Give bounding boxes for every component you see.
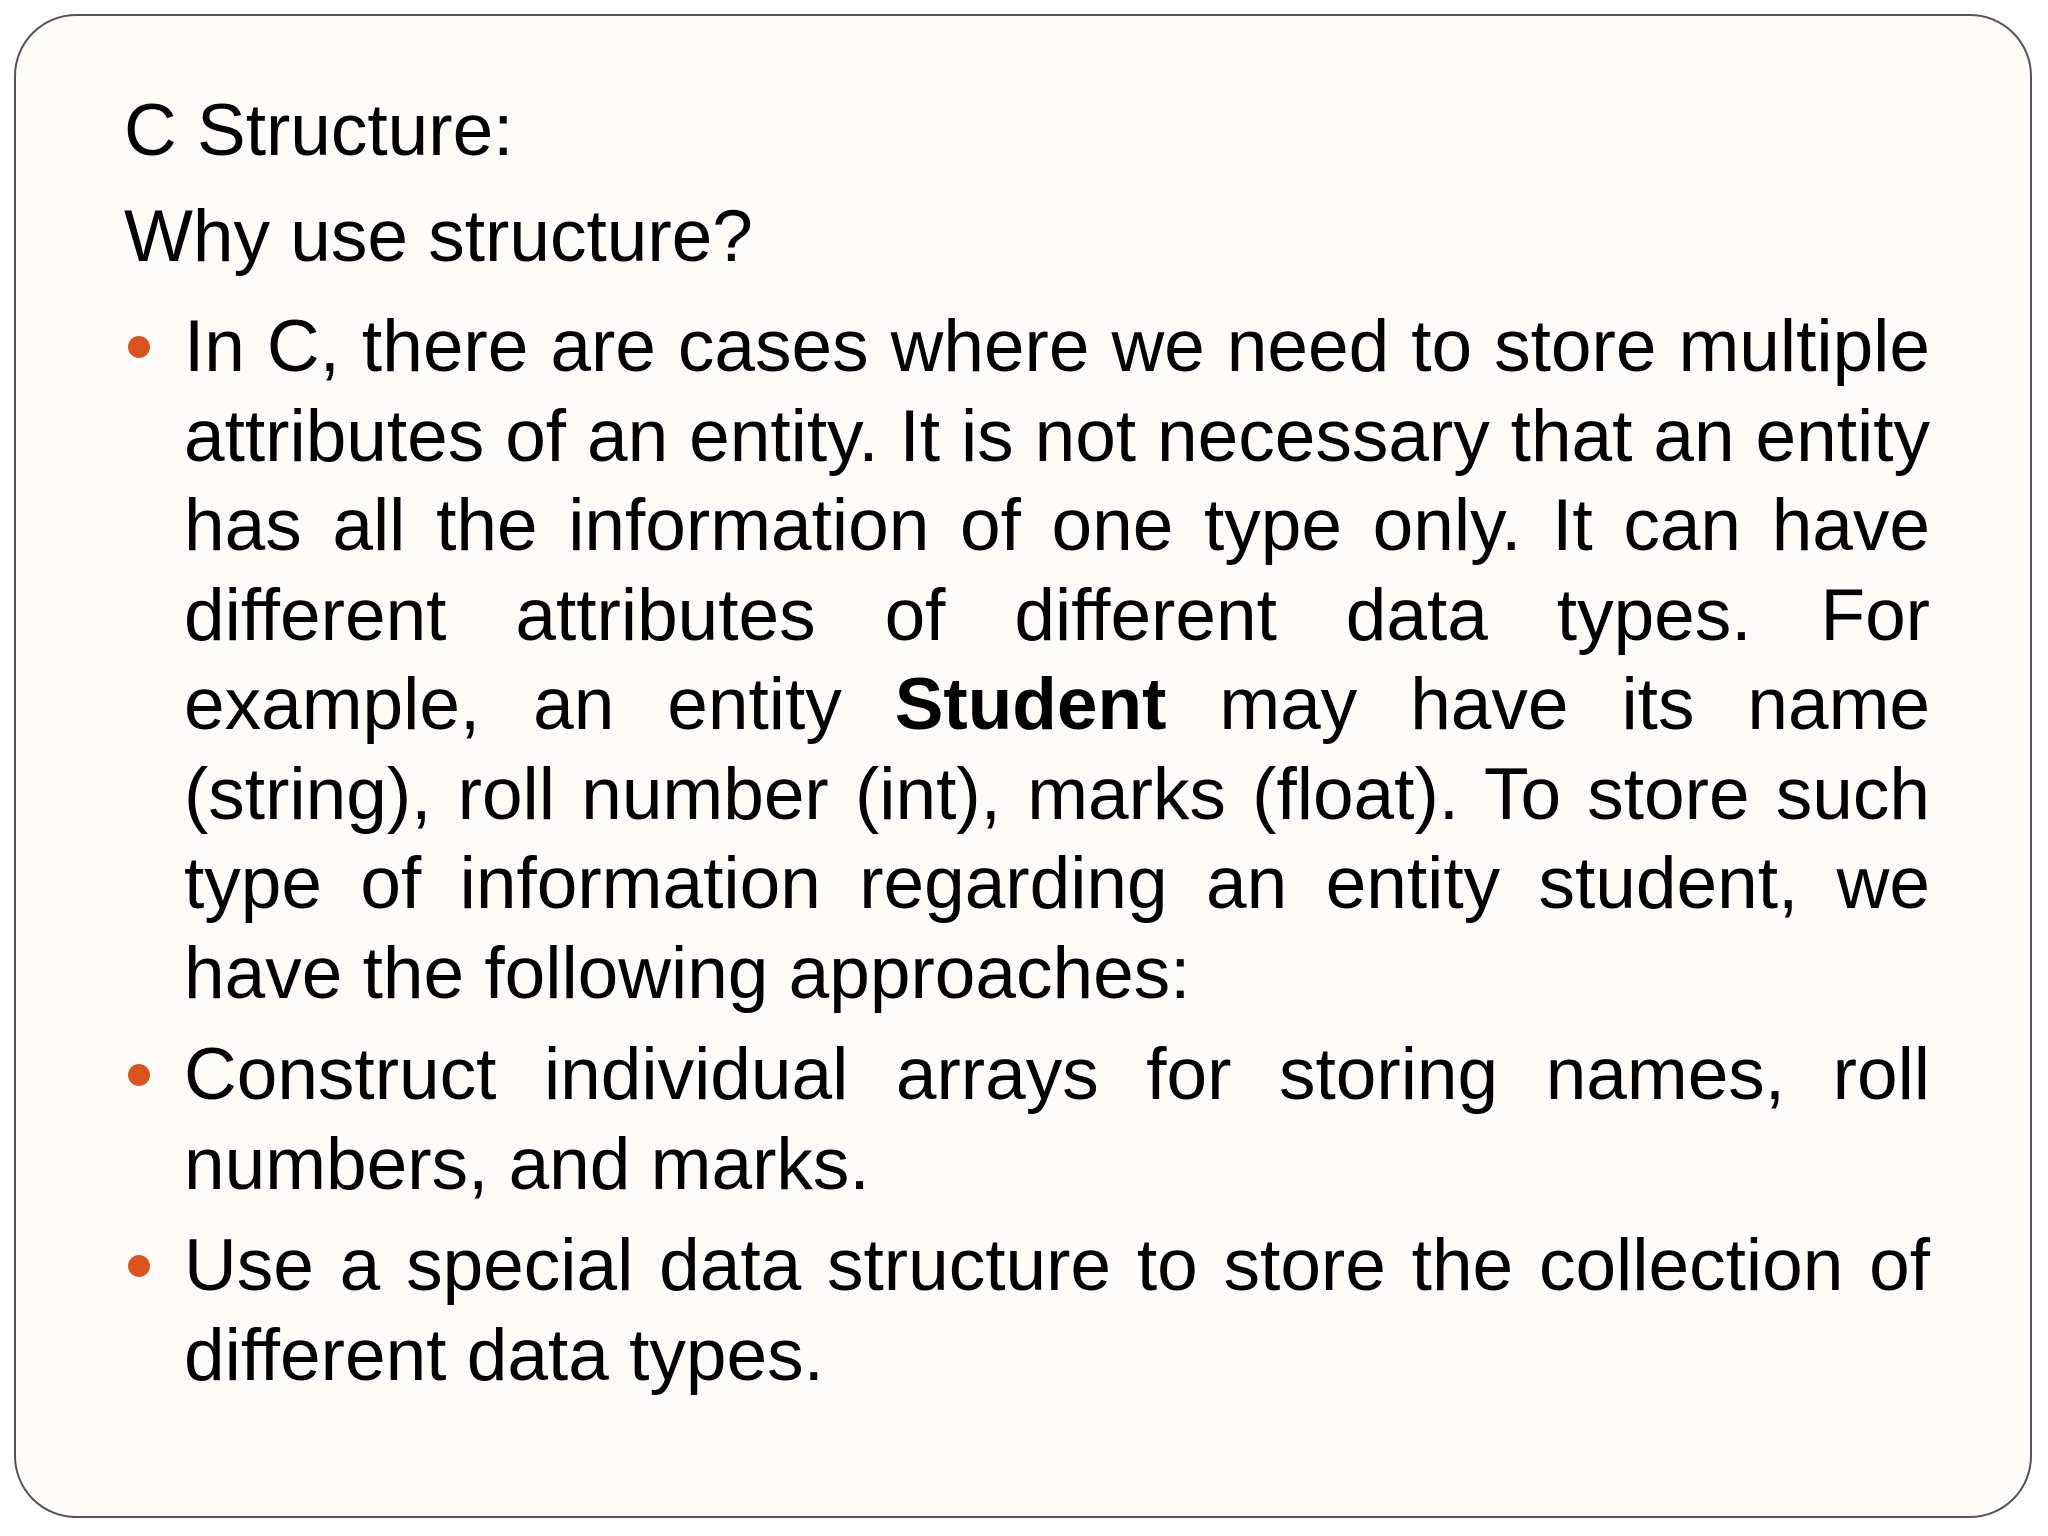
bullet-list [124, 302, 1930, 1400]
bullet-item-individual-arrays [124, 1030, 1930, 1209]
slide-subtitle: Why use structure? [124, 196, 753, 277]
bullet-text: Use a special data structure to store the collection of different data types. [184, 1225, 1930, 1396]
bullet-dot-icon [128, 1255, 150, 1277]
bullet-item-structures-intro [124, 302, 1930, 1018]
slide-content [124, 78, 1930, 1400]
bullet-text-before: In C, there are cases where we need to store multiple attributes of an entity. It is not necessary that an entity has all the information of one type only. It can have different attributes of different data types. For example, an entity [184, 306, 1930, 745]
bullet-text-after: may have its name (string), roll number (int), marks (float). To store such type of information regarding an entity student, we have the following approaches: [184, 664, 1930, 1014]
slide-frame [14, 14, 2032, 1518]
bullet-dot-icon [128, 1064, 150, 1086]
bullet-dot-icon [128, 336, 150, 358]
bullet-text: Construct individual arrays for storing names, roll numbers, and marks. [184, 1034, 1930, 1205]
bullet-item-special-structure [124, 1221, 1930, 1400]
bullet-bold-term: Student [894, 664, 1167, 745]
slide-title: C Structure: [124, 90, 514, 171]
